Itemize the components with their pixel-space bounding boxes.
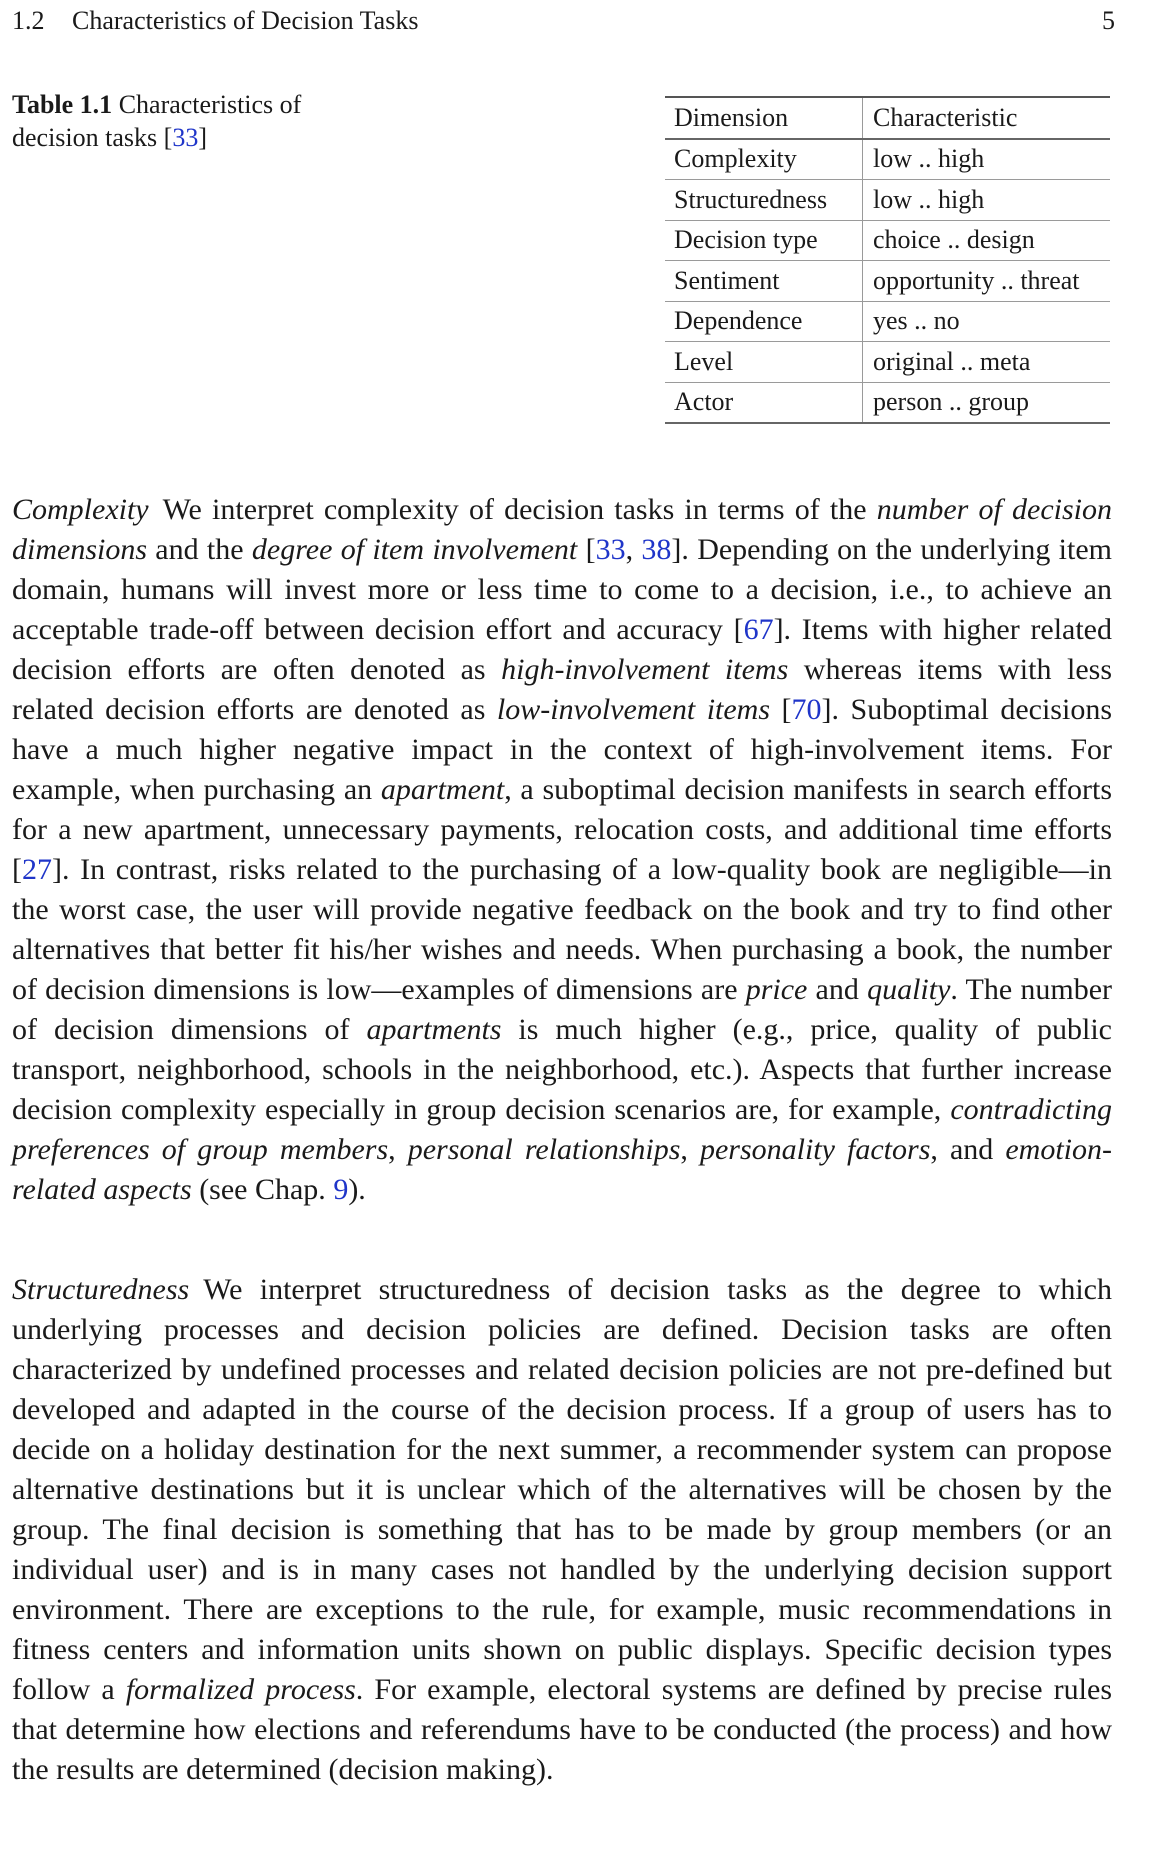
body-text: , bbox=[388, 1133, 408, 1166]
body-text: whereas items with less related decision efforts are denoted as bbox=[12, 653, 1112, 726]
characteristic-cell: low .. high bbox=[863, 139, 1111, 180]
citation-link[interactable]: 33 bbox=[595, 533, 626, 566]
body-text: . For example, electoral systems are defined by precise rules that determine how elections and referendums have to be conducted (the process) and how the results are determined (decision making). bbox=[12, 1673, 1112, 1786]
section-number: 1.2 bbox=[12, 6, 45, 35]
table-row bbox=[665, 180, 1110, 221]
emphasis-text: high-involvement items bbox=[501, 653, 789, 686]
dimension-cell: Actor bbox=[665, 382, 863, 423]
dimension-cell: Structuredness bbox=[665, 180, 863, 221]
paragraph-structuredness bbox=[12, 1270, 1112, 1790]
body-text: , a suboptimal decision manifests in search efforts for a new apartment, unnecessary payments, relocation costs, and additional time efforts [ bbox=[12, 773, 1112, 886]
section-title: Characteristics of Decision Tasks bbox=[72, 6, 419, 35]
characteristic-cell: yes .. no bbox=[863, 301, 1111, 342]
citation-link[interactable]: 33 bbox=[172, 123, 199, 152]
emphasis-text: price bbox=[745, 973, 808, 1006]
characteristic-cell: person .. group bbox=[863, 382, 1111, 423]
emphasis-text: low-involvement items bbox=[496, 693, 771, 726]
characteristic-cell: choice .. design bbox=[863, 220, 1111, 261]
dimension-cell: Sentiment bbox=[665, 261, 863, 302]
emphasis-text: apartment bbox=[380, 773, 505, 806]
body-text: and bbox=[807, 973, 868, 1006]
emphasis-text: emotion-related aspects bbox=[12, 1133, 1112, 1206]
table-caption-label: Table 1.1 bbox=[12, 90, 113, 119]
paragraph-lead: Structuredness bbox=[12, 1273, 190, 1306]
table-row bbox=[665, 220, 1110, 261]
running-head bbox=[12, 6, 1112, 36]
table-row bbox=[665, 139, 1110, 180]
table-caption-close: ] bbox=[198, 123, 207, 152]
body-text: ]. Depending on the underlying item domain, humans will invest more or less time to come to a decision, i.e., to achieve an acceptable trade-off between decision effort and accuracy [ bbox=[12, 533, 1113, 646]
body-text: , bbox=[680, 1133, 700, 1166]
emphasis-text: quality bbox=[867, 973, 951, 1006]
characteristic-cell: low .. high bbox=[863, 180, 1111, 221]
table-row bbox=[665, 301, 1110, 342]
paragraph-lead: Complexity bbox=[12, 493, 149, 526]
citation-link[interactable]: 27 bbox=[22, 853, 52, 886]
emphasis-text: contradicting preferences of group members bbox=[12, 1093, 1112, 1166]
citation-link[interactable]: 38 bbox=[641, 533, 672, 566]
dimension-cell: Decision type bbox=[665, 220, 863, 261]
body-text: [ bbox=[577, 533, 596, 566]
emphasis-text: personality factors bbox=[699, 1133, 931, 1166]
dimension-cell: Complexity bbox=[665, 139, 863, 180]
body-text: , bbox=[625, 533, 642, 566]
dimension-cell: Level bbox=[665, 342, 863, 383]
paragraph-complexity bbox=[12, 490, 1112, 1210]
body-text: ]. Suboptimal decisions have a much higher negative impact in the context of high-involvement items. For example, when purchasing an bbox=[12, 693, 1112, 806]
characteristic-cell: original .. meta bbox=[863, 342, 1111, 383]
table-row bbox=[665, 261, 1110, 302]
emphasis-text: number of decision dimensions bbox=[12, 493, 1112, 566]
citation-link[interactable]: 9 bbox=[333, 1173, 349, 1206]
column-header-characteristic: Characteristic bbox=[863, 97, 1111, 139]
table-caption bbox=[12, 88, 352, 154]
emphasis-text: personal relationships bbox=[407, 1133, 681, 1166]
citation-link[interactable]: 70 bbox=[791, 693, 822, 726]
table-header-row bbox=[665, 97, 1110, 139]
characteristic-cell: opportunity .. threat bbox=[863, 261, 1111, 302]
body-text: We interpret complexity of decision tasks in terms of the bbox=[162, 493, 877, 526]
body-text: , and bbox=[930, 1133, 1006, 1166]
table-row bbox=[665, 382, 1110, 423]
body-text: ]. Items with higher related decision efforts are often denoted as bbox=[12, 613, 1112, 686]
table-row bbox=[665, 342, 1110, 383]
page-number: 5 bbox=[1102, 6, 1115, 35]
body-text: . The number of decision dimensions of bbox=[12, 973, 1113, 1046]
body-text: [ bbox=[770, 693, 792, 726]
body-text: ]. In contrast, risks related to the purchasing of a low-quality book are negligible—in the worst case, the user will provide negative feedback on the book and try to find other alternatives that better fit his/her wishes and needs. When purchasing a book, the number of decision dimensions is low—examples of dimensions are bbox=[12, 853, 1112, 1006]
emphasis-text: apartments bbox=[366, 1013, 502, 1046]
emphasis-text: formalized process bbox=[125, 1673, 356, 1706]
body-text: (see Chap. bbox=[191, 1173, 334, 1206]
column-header-dimension: Dimension bbox=[665, 97, 863, 139]
emphasis-text: degree of item involvement bbox=[251, 533, 578, 566]
body-text: and the bbox=[147, 533, 252, 566]
body-text: We interpret structuredness of decision tasks as the degree to which underlying processes and decision policies are defined. Decision tasks are often characterized by undefined processes and related decision policies are not pre-defined but developed and adapted in the course of the decision process. If a group of users has to decide on a holiday destination for the next summer, a recommender system can propose alternative destinations but it is unclear which of the alternatives will be chosen by the group. The final decision is something that has to be made by group members (or an individual user) and is in many cases not handled by the underlying decision support environment. There are exceptions to the rule, for example, music recommendations in fitness centers and information units shown on public displays. Specific decision types follow a bbox=[12, 1273, 1112, 1706]
body-text: is much higher (e.g., price, quality of public transport, neighborhood, schools in the neighborhood, etc.). Aspects that further increase decision complexity especially in group decision scenarios are, for example, bbox=[12, 1013, 1112, 1126]
citation-link[interactable]: 67 bbox=[743, 613, 774, 646]
dimension-cell: Dependence bbox=[665, 301, 863, 342]
table-caption-text: Characteristics of decision tasks [ bbox=[12, 90, 302, 152]
characteristics-table bbox=[665, 96, 1110, 424]
body-text: ). bbox=[348, 1173, 366, 1206]
